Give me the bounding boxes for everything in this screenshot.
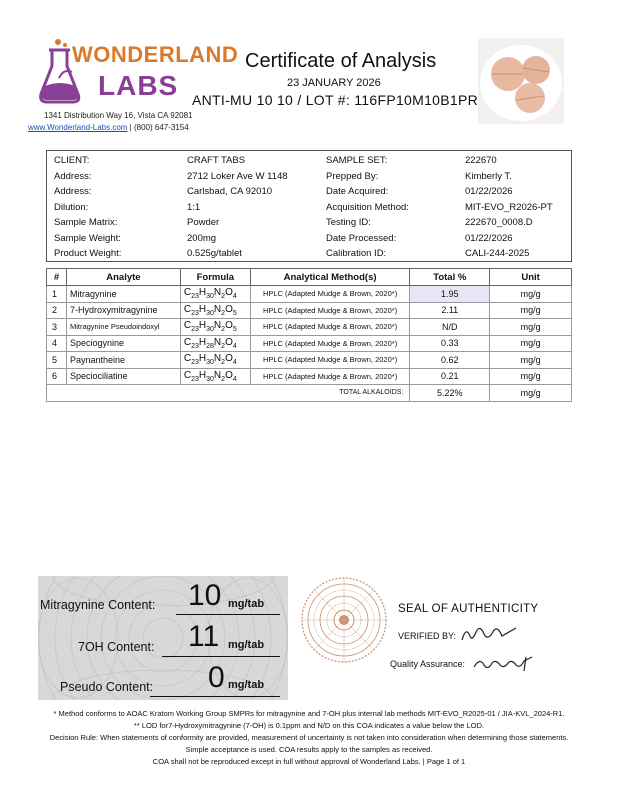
total-percent: 2.11	[410, 302, 490, 319]
info-value: 200mg	[187, 232, 217, 244]
pseudo-content-unit: mg/tab	[228, 679, 265, 691]
logo-wordmark-top: WONDERLAND	[72, 42, 239, 67]
footer-method-note: * Method conforms to AOAC Kratom Working Group SMPRs for mitragynine and 7-OH plus internal lab methods MIT-EVO_R2025-01 / JIA-KVL_2024-R1.	[53, 709, 565, 718]
info-row	[47, 215, 571, 231]
total-row	[47, 385, 572, 402]
info-row	[47, 169, 571, 185]
quality-assurance-label: Quality Assurance:	[390, 659, 466, 669]
info-value: 222670	[465, 155, 497, 166]
table-row	[47, 319, 572, 336]
info-key: Dilution:	[54, 201, 89, 213]
pseudo-content-value: 0	[208, 661, 225, 694]
total-alkaloids-unit: mg/g	[490, 385, 572, 402]
7oh-content-value: 11	[188, 620, 220, 653]
logo-wordmark-bottom: LABS	[98, 70, 179, 101]
analytical-method: HPLC (Adapted Mudge & Brown, 2020*)	[250, 352, 410, 369]
info-row	[47, 153, 571, 169]
analyte-name: 7-Hydroxymitragynine	[66, 302, 180, 319]
footer-acceptance-note: Simple acceptance is used. COA results apply to the samples as received.	[185, 745, 433, 754]
analytical-method: HPLC (Adapted Mudge & Brown, 2020*)	[250, 286, 410, 303]
document-title: Certificate of Analysis	[245, 50, 437, 72]
7oh-content-label: 7OH Content:	[78, 640, 155, 654]
lot-number: ANTI-MU 10 10 / LOT #: 116FP10M10B1PR	[192, 92, 479, 108]
qa-signature-icon	[470, 653, 536, 675]
sample-info-box	[46, 150, 572, 262]
col-header-total: Total %	[410, 269, 490, 286]
chemical-formula: $C_{23}H_{30}N_2O_5$	[180, 319, 250, 336]
analyte-name: Paynantheine	[66, 352, 180, 369]
info-key: Date Acquired:	[326, 186, 389, 197]
unit: mg/g	[490, 286, 572, 303]
info-value: 222670_0008.D	[465, 217, 533, 228]
info-value: MIT-EVO_R2026-PT	[465, 201, 553, 213]
info-value: 2712 Loker Ave W 1148	[187, 170, 288, 182]
total-percent: 0.62	[410, 352, 490, 369]
total-percent: 1.95	[410, 286, 490, 303]
row-num: 5	[47, 352, 67, 369]
table-row	[47, 368, 572, 385]
info-value: Powder	[187, 217, 220, 228]
col-header-analyte: Analyte	[66, 269, 180, 286]
info-value: CALI-244-2025	[465, 248, 530, 259]
unit: mg/g	[490, 352, 572, 369]
info-row	[47, 246, 571, 262]
footer-reproduction-note: COA shall not be reproduced except in full without approval of Wonderland Labs. | Page 1 of 1	[152, 757, 466, 766]
lab-phone: | (800) 647-3154	[127, 123, 189, 132]
info-value: Kimberly T.	[465, 170, 512, 182]
info-key: Sample Weight:	[54, 232, 121, 244]
info-key: Testing ID:	[326, 217, 371, 228]
verifier-signature-icon	[458, 622, 520, 646]
col-header-method: Analytical Method(s)	[250, 269, 410, 286]
col-header-num: #	[47, 269, 67, 286]
verified-by-label: VERIFIED BY:	[398, 631, 457, 641]
col-header-unit: Unit	[490, 269, 572, 286]
chemical-formula: $C_{23}H_{30}N_2O_5$	[180, 302, 250, 319]
content-summary-panel	[38, 576, 288, 700]
info-value: 01/22/2026	[465, 232, 513, 244]
info-value: 1:1	[187, 201, 201, 213]
product-photo	[478, 38, 564, 124]
analyte-name: Mitragynine	[66, 286, 180, 303]
info-key: Date Processed:	[326, 232, 397, 244]
seal-title: SEAL OF AUTHENTICITY	[398, 603, 539, 615]
analyte-name: Speciociliatine	[66, 368, 180, 385]
analytical-method: HPLC (Adapted Mudge & Brown, 2020*)	[250, 319, 410, 336]
chemical-formula: $C_{23}H_{30}N_2O_4$	[180, 352, 250, 369]
unit: mg/g	[490, 368, 572, 385]
mitragynine-content-line	[176, 614, 280, 615]
pseudo-content-label: Pseudo Content:	[60, 680, 154, 694]
pseudo-content-line	[150, 696, 280, 697]
analytical-method: HPLC (Adapted Mudge & Brown, 2020*)	[250, 368, 410, 385]
document-date: 23 JANUARY 2026	[287, 77, 381, 89]
footer-lod-note: ** LOD for7-Hydroxymitragynine (7-OH) is 0.1ppm and N/D on this COA indicates a value below the LOD.	[133, 721, 485, 730]
info-key: Product Weight:	[54, 248, 122, 259]
total-alkaloids-value: 5.22%	[410, 385, 490, 402]
info-key: CLIENT:	[54, 155, 90, 166]
table-row	[47, 335, 572, 352]
authenticity-seal-icon	[300, 576, 388, 664]
table-row	[47, 352, 572, 369]
info-row	[47, 184, 571, 200]
table-row	[47, 302, 572, 319]
total-percent: 0.33	[410, 335, 490, 352]
mitragynine-content-value: 10	[188, 579, 222, 612]
table-header-row	[47, 269, 572, 286]
row-num: 6	[47, 368, 67, 385]
info-value: Carlsbad, CA 92010	[187, 186, 273, 197]
info-key: Calibration ID:	[326, 248, 387, 259]
info-key: Address:	[54, 186, 92, 197]
info-key: SAMPLE SET:	[326, 155, 388, 166]
7oh-content-unit: mg/tab	[228, 639, 265, 651]
row-num: 1	[47, 286, 67, 303]
info-row	[47, 231, 571, 247]
info-key: Acquisition Method:	[326, 201, 409, 213]
chemical-formula: $C_{23}H_{28}N_2O_4$	[180, 335, 250, 352]
chemical-formula: $C_{23}H_{30}N_2O_4$	[180, 286, 250, 303]
info-value: 01/22/2026	[465, 186, 513, 197]
info-key: Prepped By:	[326, 170, 379, 182]
info-key: Sample Matrix:	[54, 217, 118, 228]
mitragynine-content-label: Mitragynine Content:	[40, 598, 156, 612]
total-alkaloids-label: TOTAL ALKALOIDS:	[47, 385, 410, 402]
table-row	[47, 286, 572, 303]
website-link[interactable]: www.Wonderland-Labs.com	[28, 123, 128, 132]
row-num: 4	[47, 335, 67, 352]
analyte-name: Speciogynine	[66, 335, 180, 352]
results-table	[46, 268, 572, 402]
7oh-content-line	[162, 656, 280, 657]
analyte-name: Mitragynine Pseudoindoxyl	[66, 319, 180, 336]
info-key: Address:	[54, 170, 92, 182]
unit: mg/g	[490, 335, 572, 352]
row-num: 3	[47, 319, 67, 336]
unit: mg/g	[490, 302, 572, 319]
info-row	[47, 200, 571, 216]
footer-decision-rule: Decision Rule: When statements of conformity are provided, measurement of uncertainty is not taken into consideration when determining those statements.	[49, 733, 569, 742]
info-value: 0.525g/tablet	[187, 248, 242, 259]
col-header-formula: Formula	[180, 269, 250, 286]
chemical-formula: $C_{23}H_{30}N_2O_4$	[180, 368, 250, 385]
lab-contact	[28, 123, 189, 132]
total-percent: 0.21	[410, 368, 490, 385]
total-percent: N/D	[410, 319, 490, 336]
company-logo	[38, 36, 239, 108]
info-value: CRAFT TABS	[187, 155, 246, 166]
analytical-method: HPLC (Adapted Mudge & Brown, 2020*)	[250, 302, 410, 319]
unit: mg/g	[490, 319, 572, 336]
row-num: 2	[47, 302, 67, 319]
lab-address: 1341 Distribution Way 16, Vista CA 92081	[44, 111, 193, 120]
mitragynine-content-unit: mg/tab	[228, 598, 265, 610]
analytical-method: HPLC (Adapted Mudge & Brown, 2020*)	[250, 335, 410, 352]
